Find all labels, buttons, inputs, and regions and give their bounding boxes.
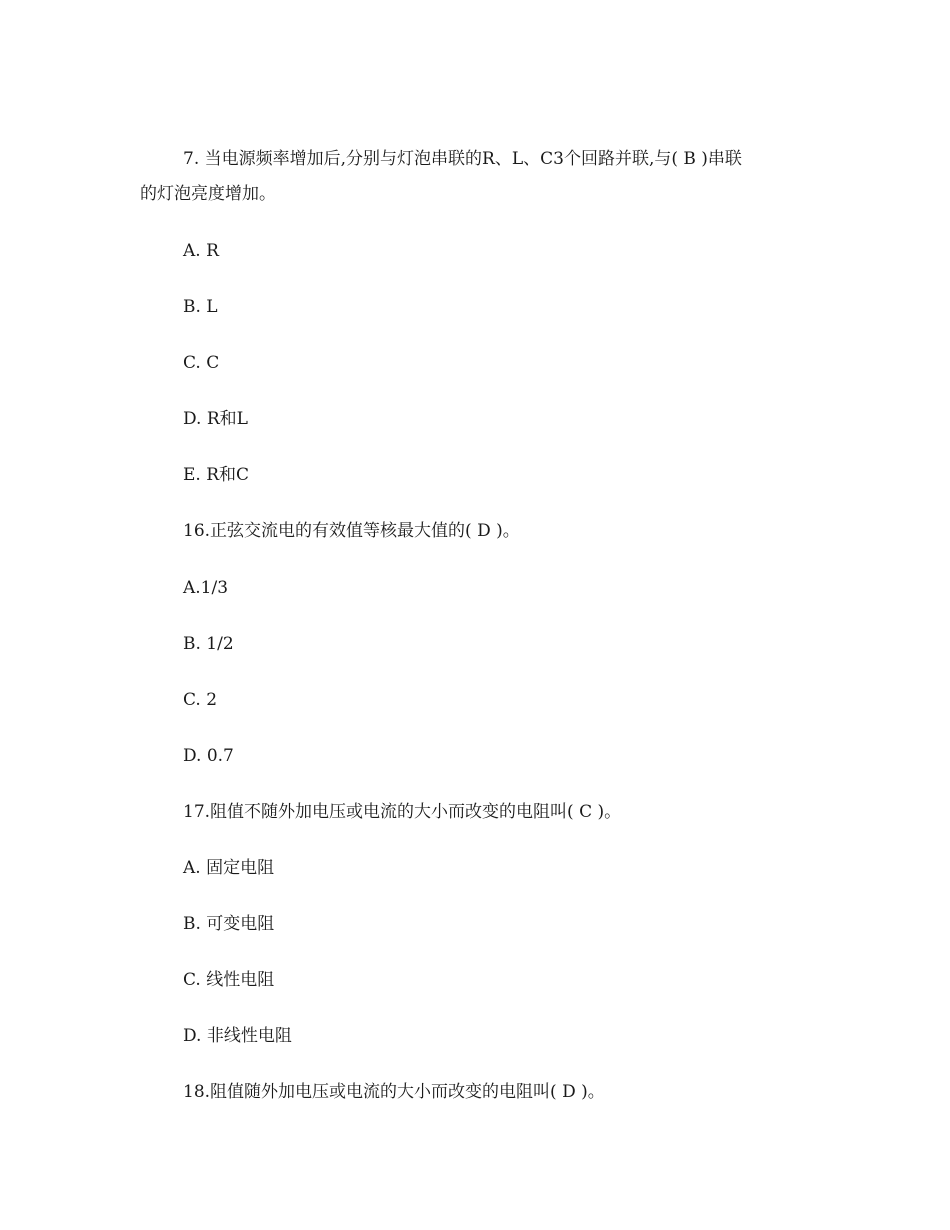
question-17-option-c: C. 线性电阻 bbox=[183, 970, 275, 990]
question-16-option-d: D. 0.7 bbox=[183, 746, 234, 766]
question-16-stem: 16.正弦交流电的有效值等核最大值的( D )。 bbox=[183, 521, 520, 541]
question-7-option-b: B. L bbox=[183, 297, 218, 317]
question-7-stem: 7. 当电源频率增加后,分别与灯泡串联的R、L、C3个回路并联,与( B )串联 bbox=[183, 149, 742, 169]
question-7-option-d: D. R和L bbox=[183, 409, 248, 429]
question-16-option-a: A.1/3 bbox=[183, 578, 229, 598]
question-7-option-c: C. C bbox=[183, 353, 220, 373]
question-16-option-c: C. 2 bbox=[183, 690, 218, 710]
question-17-stem: 17.阻值不随外加电压或电流的大小而改变的电阻叫( C )。 bbox=[183, 802, 622, 822]
question-7-option-a: A. R bbox=[183, 241, 219, 261]
question-17-option-b: B. 可变电阻 bbox=[183, 914, 275, 934]
question-18-stem: 18.阻值随外加电压或电流的大小而改变的电阻叫( D )。 bbox=[183, 1082, 605, 1102]
question-16-option-b: B. 1/2 bbox=[183, 634, 234, 654]
question-17-option-d: D. 非线性电阻 bbox=[183, 1026, 292, 1046]
question-7-option-e: E. R和C bbox=[183, 465, 250, 485]
question-17-option-a: A. 固定电阻 bbox=[183, 858, 275, 878]
question-7-stem-continued: 的灯泡亮度增加。 bbox=[140, 184, 276, 204]
